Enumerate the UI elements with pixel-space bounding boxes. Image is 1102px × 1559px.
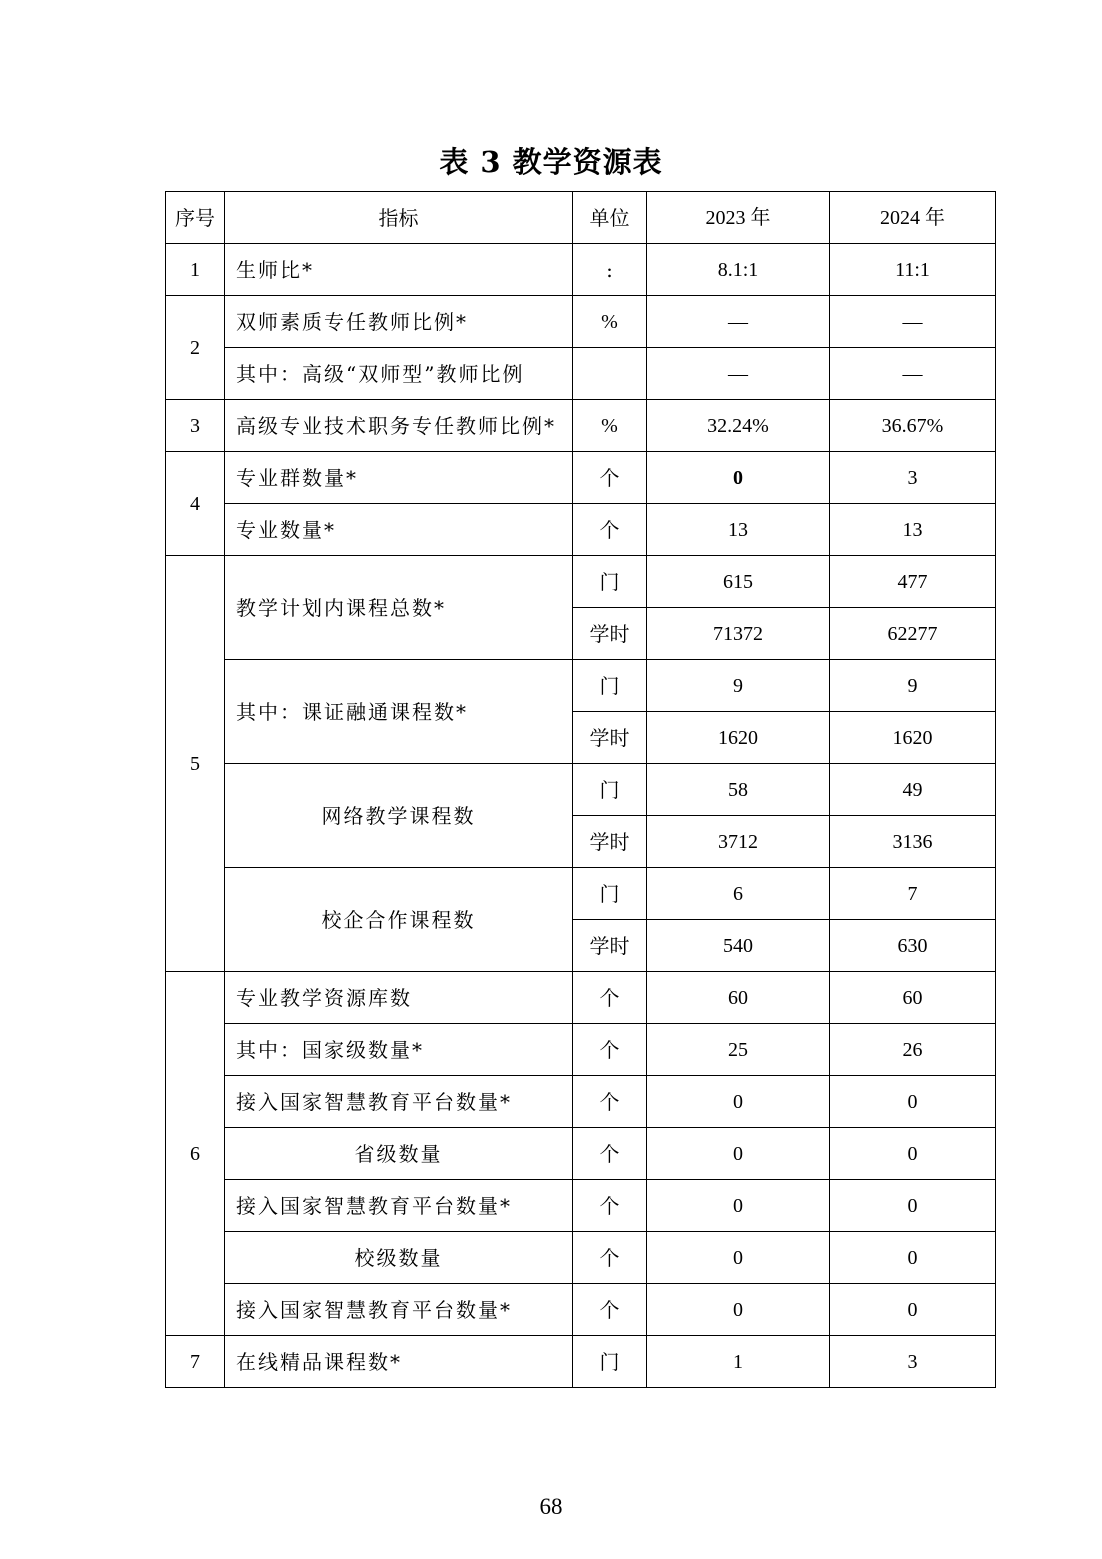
header-unit: 单位 xyxy=(573,192,647,244)
unit-cell: 个 xyxy=(573,1180,647,1232)
unit-cell: 门 xyxy=(573,556,647,608)
value-2024-cell: 13 xyxy=(830,504,996,556)
indicator-cell: 接入国家智慧教育平台数量* xyxy=(225,1180,573,1232)
value-2023-cell: 1620 xyxy=(647,712,830,764)
unit-cell: 门 xyxy=(573,660,647,712)
indicator-cell: 校级数量 xyxy=(225,1232,573,1284)
value-2024-cell: — xyxy=(830,296,996,348)
indicator-cell: 专业群数量* xyxy=(225,452,573,504)
table-row xyxy=(166,400,996,452)
unit-cell xyxy=(573,348,647,400)
value-2023-cell: 0 xyxy=(647,452,830,504)
teaching-resources-table xyxy=(165,191,996,1388)
indicator-cell: 专业数量* xyxy=(225,504,573,556)
value-2023-cell: 0 xyxy=(647,1076,830,1128)
table-title: 表 3 教学资源表 xyxy=(439,145,663,179)
unit-cell: 个 xyxy=(573,1284,647,1336)
value-2023-cell: 58 xyxy=(647,764,830,816)
table-row xyxy=(166,452,996,504)
header-row xyxy=(166,192,996,244)
table-row xyxy=(166,504,996,556)
value-2024-cell: 477 xyxy=(830,556,996,608)
value-2024-cell: 36.67% xyxy=(830,400,996,452)
value-2024-cell: 49 xyxy=(830,764,996,816)
indicator-cell: 高级专业技术职务专任教师比例* xyxy=(225,400,573,452)
indicator-cell: 网络教学课程数 xyxy=(225,764,573,868)
value-2023-cell: 25 xyxy=(647,1024,830,1076)
value-2023-cell: 32.24% xyxy=(647,400,830,452)
value-2023-cell: 0 xyxy=(647,1284,830,1336)
table-row xyxy=(166,1128,996,1180)
value-2023-cell: 615 xyxy=(647,556,830,608)
value-2023-cell: 9 xyxy=(647,660,830,712)
unit-cell: : xyxy=(573,244,647,296)
value-2024-cell: 60 xyxy=(830,972,996,1024)
value-2024-cell: 630 xyxy=(830,920,996,972)
value-2024-cell: 1620 xyxy=(830,712,996,764)
unit-cell: 门 xyxy=(573,1336,647,1388)
seq-cell: 7 xyxy=(166,1336,225,1388)
value-2023-cell: — xyxy=(647,348,830,400)
value-2024-cell: 0 xyxy=(830,1076,996,1128)
value-2024-cell: 26 xyxy=(830,1024,996,1076)
table-row xyxy=(166,1180,996,1232)
unit-cell: 门 xyxy=(573,868,647,920)
value-2024-cell: 3 xyxy=(830,452,996,504)
indicator-cell: 教学计划内课程总数* xyxy=(225,556,573,660)
value-2024-cell: — xyxy=(830,348,996,400)
value-2023-cell: 13 xyxy=(647,504,830,556)
value-2024-cell: 9 xyxy=(830,660,996,712)
unit-cell: % xyxy=(573,400,647,452)
unit-cell: 个 xyxy=(573,1076,647,1128)
table-row xyxy=(166,868,996,920)
indicator-cell: 接入国家智慧教育平台数量* xyxy=(225,1284,573,1336)
indicator-cell: 生师比* xyxy=(225,244,573,296)
unit-cell: 个 xyxy=(573,972,647,1024)
value-2023-cell: 0 xyxy=(647,1128,830,1180)
header-indicator: 指标 xyxy=(225,192,573,244)
seq-cell: 3 xyxy=(166,400,225,452)
table-row xyxy=(166,972,996,1024)
seq-cell: 4 xyxy=(166,452,225,556)
table-row xyxy=(166,660,996,712)
table-row xyxy=(166,1336,996,1388)
unit-cell: 学时 xyxy=(573,712,647,764)
table-row xyxy=(166,1024,996,1076)
value-2024-cell: 0 xyxy=(830,1128,996,1180)
unit-cell: % xyxy=(573,296,647,348)
indicator-cell: 在线精品课程数* xyxy=(225,1336,573,1388)
value-2023-cell: 540 xyxy=(647,920,830,972)
unit-cell: 个 xyxy=(573,504,647,556)
unit-cell: 学时 xyxy=(573,816,647,868)
table-row xyxy=(166,296,996,348)
unit-cell: 学时 xyxy=(573,920,647,972)
value-2024-cell: 0 xyxy=(830,1284,996,1336)
unit-cell: 个 xyxy=(573,1024,647,1076)
value-2024-cell: 0 xyxy=(830,1232,996,1284)
unit-cell: 个 xyxy=(573,452,647,504)
value-2023-cell: 1 xyxy=(647,1336,830,1388)
value-2023-cell: 8.1:1 xyxy=(647,244,830,296)
value-2024-cell: 7 xyxy=(830,868,996,920)
indicator-cell: 接入国家智慧教育平台数量* xyxy=(225,1076,573,1128)
indicator-cell: 专业教学资源库数 xyxy=(225,972,573,1024)
header-seq: 序号 xyxy=(166,192,225,244)
seq-cell: 6 xyxy=(166,972,225,1336)
indicator-cell: 省级数量 xyxy=(225,1128,573,1180)
table-row xyxy=(166,244,996,296)
value-2024-cell: 62277 xyxy=(830,608,996,660)
value-2024-cell: 3136 xyxy=(830,816,996,868)
indicator-cell: 其中：高级“双师型”教师比例 xyxy=(225,348,573,400)
value-2023-cell: 71372 xyxy=(647,608,830,660)
seq-cell: 5 xyxy=(166,556,225,972)
value-2023-cell: — xyxy=(647,296,830,348)
value-2023-cell: 0 xyxy=(647,1232,830,1284)
seq-cell: 1 xyxy=(166,244,225,296)
unit-cell: 个 xyxy=(573,1232,647,1284)
value-2024-cell: 3 xyxy=(830,1336,996,1388)
seq-cell: 2 xyxy=(166,296,225,400)
table-row xyxy=(166,764,996,816)
table-row xyxy=(166,1284,996,1336)
indicator-cell: 双师素质专任教师比例* xyxy=(225,296,573,348)
value-2023-cell: 60 xyxy=(647,972,830,1024)
value-2023-cell: 6 xyxy=(647,868,830,920)
indicator-cell: 其中：课证融通课程数* xyxy=(225,660,573,764)
value-2023-cell: 3712 xyxy=(647,816,830,868)
header-2024: 2024 年 xyxy=(830,192,996,244)
table-row xyxy=(166,556,996,608)
table-row xyxy=(166,1076,996,1128)
indicator-cell: 校企合作课程数 xyxy=(225,868,573,972)
value-2024-cell: 0 xyxy=(830,1180,996,1232)
unit-cell: 门 xyxy=(573,764,647,816)
value-2023-cell: 0 xyxy=(647,1180,830,1232)
value-2024-cell: 11:1 xyxy=(830,244,996,296)
unit-cell: 个 xyxy=(573,1128,647,1180)
table-row xyxy=(166,348,996,400)
page-number: 68 xyxy=(539,1494,563,1519)
unit-cell: 学时 xyxy=(573,608,647,660)
table-row xyxy=(166,1232,996,1284)
indicator-cell: 其中：国家级数量* xyxy=(225,1024,573,1076)
header-2023: 2023 年 xyxy=(647,192,830,244)
